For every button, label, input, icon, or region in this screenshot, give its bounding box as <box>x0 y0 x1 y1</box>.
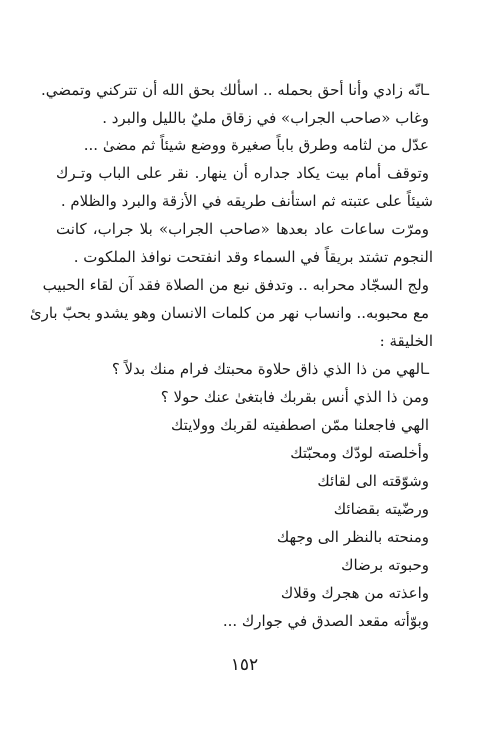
text-line-6: ومرّت ساعات عاد بعدها «صاحب الجراب» بلا جراب، كانت <box>56 220 429 238</box>
text-line-17: ومنحته بالنظر الى وجهك <box>276 528 429 546</box>
text-line-16: ورضّيته بقضائك <box>333 500 429 518</box>
text-line-10: الخليقة : <box>379 332 433 350</box>
text-line-18: وحبوته برضاك <box>341 556 429 574</box>
text-line-9: مع محبوبه.. وانساب نهر من كلمات الانسان وهو يشدو بحبّ بارئ <box>29 304 429 322</box>
text-line-13: الهي فاجعلنا ممّن اصطفيته لقربك وولايتك <box>171 416 429 434</box>
text-line-7: النجوم تشتد بريقاً في السماء وقد انفتحت نوافذ الملكوت . <box>73 248 433 266</box>
text-line-11: ـالهي من ذا الذي ذاق حلاوة محبتك فرام منك بدلاً ؟ <box>111 360 429 378</box>
text-line-3: عدّل من لثامه وطرق باباً صغيرة ووضع شيئاً ثم مضىٰ ... <box>83 136 429 154</box>
text-line-14: وأخلصته لودّك ومحبّتك <box>290 444 429 462</box>
text-line-20: وبوّأته مقعد الصدق في جوارك ... <box>222 612 429 630</box>
text-line-12: ومن ذا الذي أنس بقربك فابتغىٰ عنك حولا ؟ <box>160 388 429 406</box>
page-number: ١٥٢ <box>230 655 259 675</box>
text-line-2: وغاب «صاحب الجراب» في زقاق مليٌ بالليل والبرد . <box>102 109 429 127</box>
text-line-8: ولج السجّاد محرابه .. وتدفق نبع من الصلاة فقد آن لقاء الحبيب <box>42 276 429 294</box>
text-line-4: وتوقف أمام بيت يكاد جداره أن ينهار. نقر على الباب وتـرك <box>56 164 429 182</box>
text-line-15: وشوّقته الى لقائك <box>317 472 429 490</box>
text-line-5: شيئاً على عتبته ثم استأنف طريقه في الأزقة والبرد والظلام . <box>60 192 433 210</box>
text-line-19: واعذته من هجرك وقلاك <box>280 584 429 602</box>
text-line-1: ـانّه زادي وأنا أحق بحمله .. اسألك بحق الله أن تتركني وتمضي. <box>41 81 429 99</box>
